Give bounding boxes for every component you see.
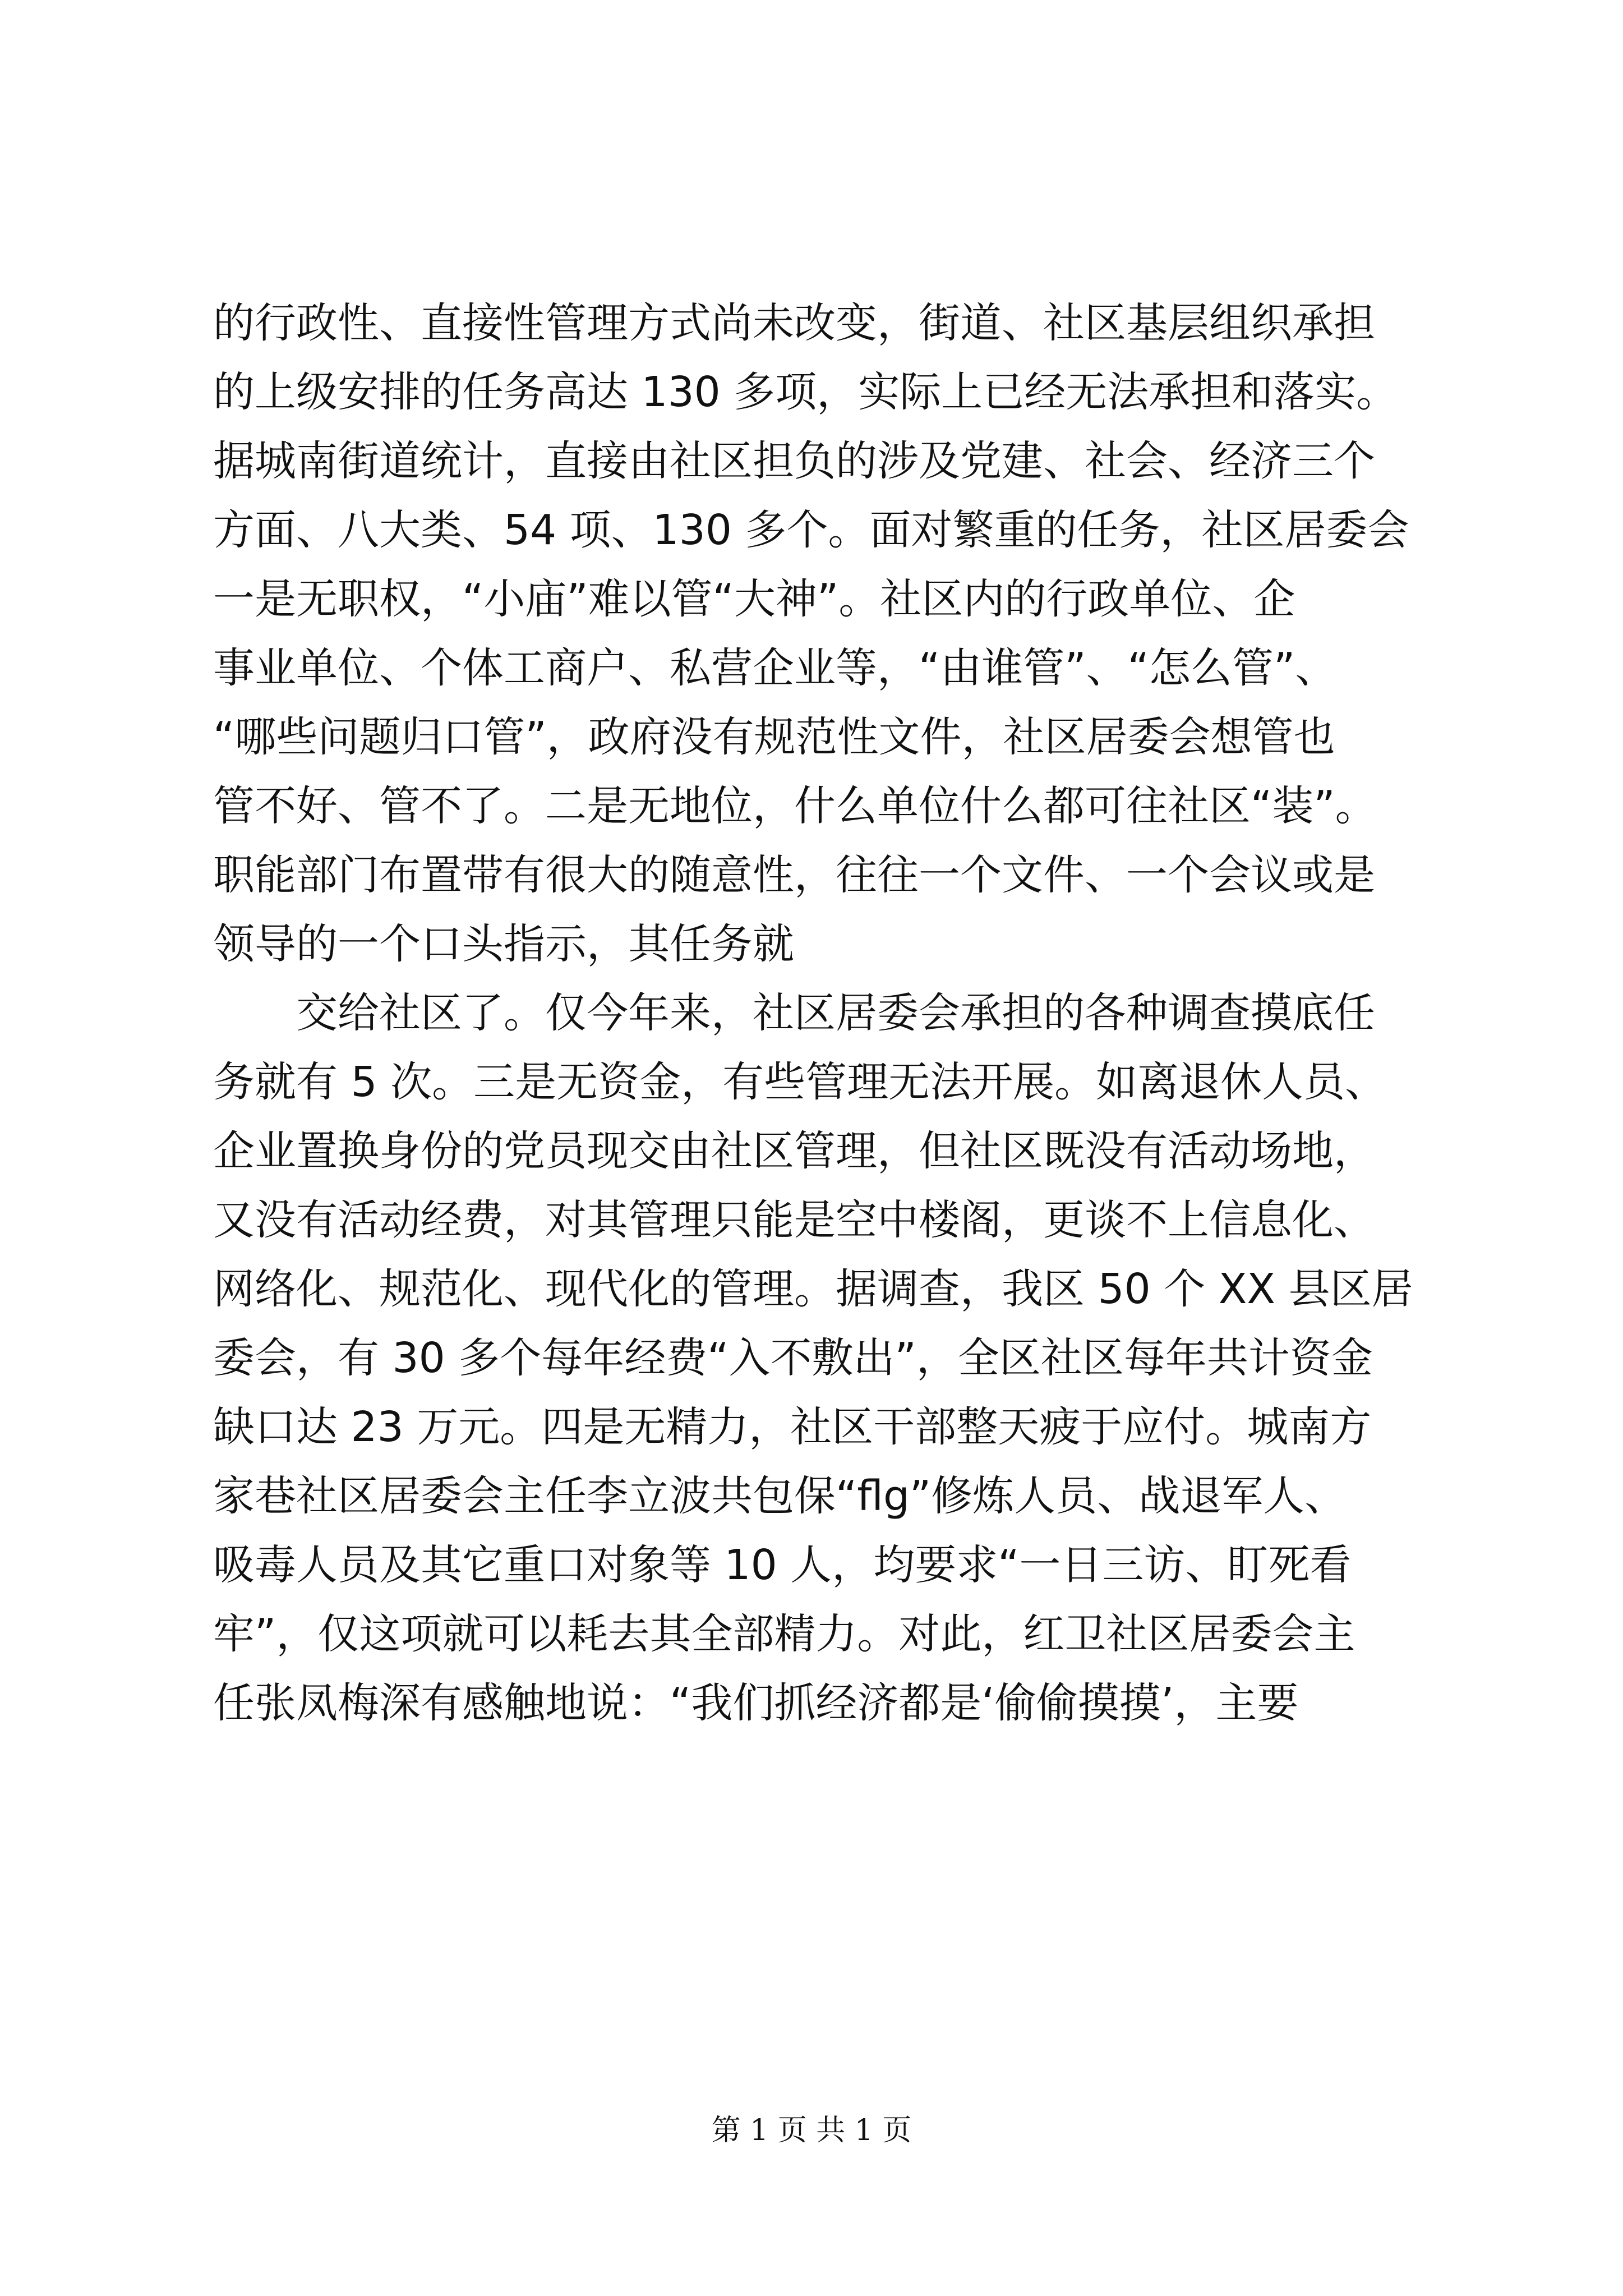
text-line: 方面、八大类、54 项、130 多个。面对繁重的任务，社区居委会 (213, 506, 1409, 554)
text-line: 缺口达 23 万元。四是无精力，社区干部整天疲于应付。城南方 (213, 1403, 1372, 1451)
text-line-paragraph-start: 交给社区了。仅今年来，社区居委会承担的各种调查摸底任 (296, 989, 1375, 1037)
text-line: 牢”，仅这项就可以耗去其全部精力。对此，红卫社区居委会主 (213, 1610, 1355, 1658)
text-line: 任张凤梅深有感触地说：“我们抓经济都是‘偷偷摸摸’，主要 (213, 1679, 1299, 1727)
page-number-footer: 第 1 页 共 1 页 (711, 2114, 912, 2147)
text-line: 的行政性、直接性管理方式尚未改变，街道、社区基层组织承担 (213, 299, 1375, 347)
text-line: 务就有 5 次。三是无资金，有些管理无法开展。如离退休人员、 (213, 1058, 1387, 1106)
text-line: 企业置换身份的党员现交由社区管理，但社区既没有活动场地， (213, 1127, 1375, 1175)
document-body (213, 289, 1424, 1738)
text-line: 管不好、管不了。二是无地位，什么单位什么都可往社区“装”。 (213, 782, 1377, 830)
text-line: 委会，有 30 多个每年经费“入不敷出”，全区社区每年共计资金 (213, 1334, 1373, 1382)
text-line: 吸毒人员及其它重口对象等 10 人，均要求“一日三访、盯死看 (213, 1541, 1352, 1589)
text-line: 领导的一个口头指示，其任务就 (213, 920, 794, 968)
text-line: 事业单位、个体工商户、私营企业等，“由谁管”、“怎么管”、 (213, 644, 1337, 692)
text-line: 家巷社区居委会主任李立波共包保“flg”修炼人员、战退军人、 (213, 1472, 1347, 1520)
text-line: 又没有活动经费，对其管理只能是空中楼阁，更谈不上信息化、 (213, 1196, 1375, 1244)
text-line: 网络化、规范化、现代化的管理。据调查，我区 50 个 XX 县区居 (213, 1265, 1413, 1313)
text-line: 一是无职权，“小庙”难以管“大神”。社区内的行政单位、企 (213, 575, 1295, 623)
text-line: 职能部门布置带有很大的随意性，往往一个文件、一个会议或是 (213, 851, 1375, 899)
text-line: 的上级安排的任务高达 130 多项，实际上已经无法承担和落实。 (213, 368, 1398, 416)
text-line: “哪些问题归口管”，政府没有规范性文件，社区居委会想管也 (213, 713, 1335, 761)
text-line: 据城南街道统计，直接由社区担负的涉及党建、社会、经济三个 (213, 437, 1375, 485)
